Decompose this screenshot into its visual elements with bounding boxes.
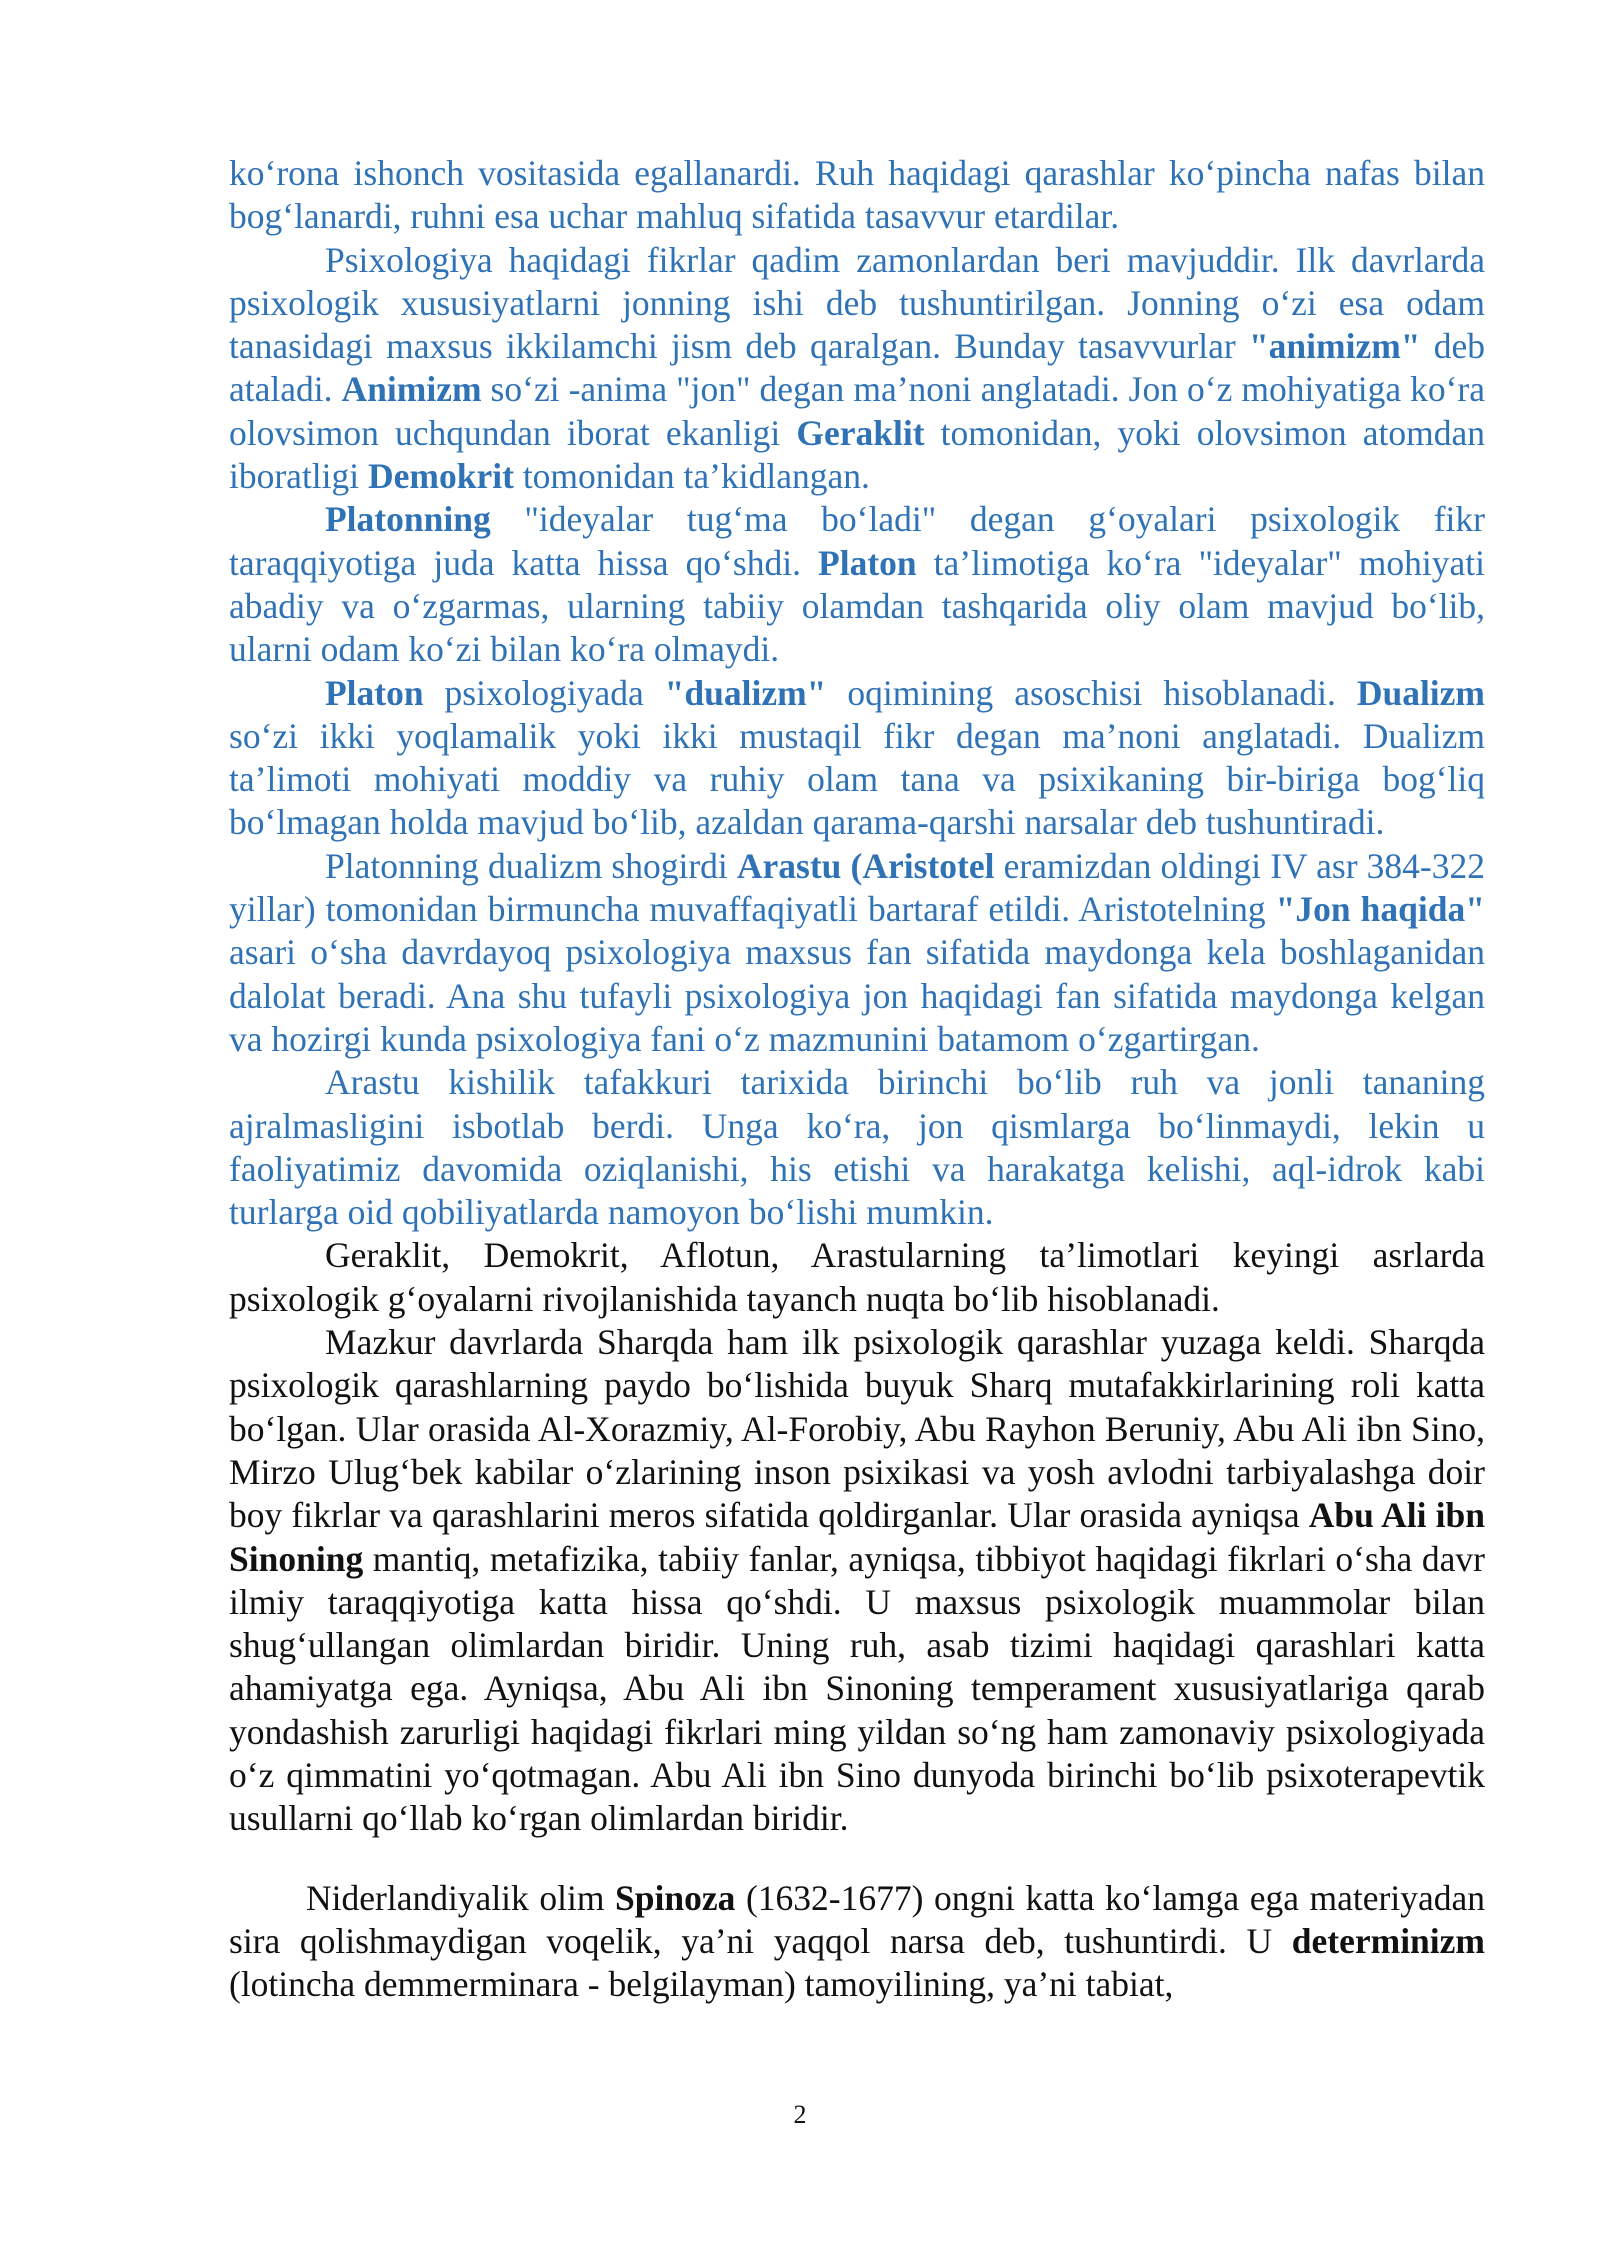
paragraph xyxy=(229,845,1485,1061)
paragraph xyxy=(229,1877,1485,2007)
paragraph-text: tomonidan ta’kidlangan. xyxy=(513,456,870,497)
bold-term: "Jon haqida" xyxy=(1275,889,1485,930)
paragraph-text: Niderlandiyalik olim xyxy=(306,1877,616,1918)
bold-term: determinizm xyxy=(1291,1920,1485,1961)
bold-term: Animizm xyxy=(341,369,482,410)
paragraph xyxy=(229,1234,1485,1321)
paragraph-text: Platonning dualizm shogirdi xyxy=(325,845,737,886)
paragraph-text: mantiq, metafizika, tabiiy fanlar, ayniqsa, tibbiyot haqidagi fikrlari o‘sha davr ilmiy taraqqiyotiga katta hissa qo‘shdi. U maxsus psixologik muammolar bilan shug‘ullangan olimlardan biridir. Uning ruh, asab tizimi haqidagi qarashlari katta ahamiyatga ega. Ayniqsa, Abu Ali ibn Sinoning temperament xususiyatlariga qarab yondashish zarurligi haqidagi fikrlari ming yildan so‘ng ham zamonaviy psixologiyada o‘z qimmatini yo‘qotmagan. Abu Ali ibn Sino dunyoda birinchi bo‘lib psixoterapevtik usullarni qo‘llab ko‘rgan olimlardan biridir. xyxy=(229,1538,1485,1839)
paragraph xyxy=(229,1321,1485,1841)
paragraph xyxy=(229,1061,1485,1234)
paragraph-text: Arastu kishilik tafakkuri tarixida birinchi bo‘lib ruh va jonli tananing ajralmasligini isbotlab berdi. Unga ko‘ra, jon qismlarga bo‘linmaydi, lekin u faoliyatimiz davomida oziqlanishi, his etishi va harakatga kelishi, aql-idrok kabi turlarga oid qobiliyatlarda namoyon bo‘lishi mumkin. xyxy=(229,1062,1485,1233)
bold-term: Dualizm xyxy=(1356,672,1485,713)
page-number: 2 xyxy=(793,2100,807,2129)
bold-term: Platonning xyxy=(325,499,491,540)
paragraph xyxy=(229,152,1485,239)
bold-term: Demokrit xyxy=(368,456,514,497)
paragraph-text: Mazkur davrlarda Sharqda ham ilk psixologik qarashlar yuzaga keldi. Sharqda psixologik qarashlarning paydo bo‘lishida buyuk Sharq mutafakkirlarining roli katta bo‘lgan. Ular orasida Al-Xorazmiy, Al-Forobiy, Abu Rayhon Beruniy, Abu Ali ibn Sino, Mirzo Ulug‘bek kabilar o‘zlarining inson psixikasi va yosh avlodni tarbiyalashga doir boy fikrlar va qarashlarini meros sifatida qoldirganlar. Ular orasida ayniqsa xyxy=(229,1322,1485,1536)
bold-term: Platon xyxy=(818,542,917,583)
bold-term: Spinoza xyxy=(615,1877,736,1918)
bold-term: Arastu (Aristotel xyxy=(736,845,995,886)
paragraph-text: Psixologiya haqidagi fikrlar qadim zamonlardan beri mavjuddir. Ilk davrlarda psixologik xususiyatlarni jonning ishi deb tushuntirilgan. Jonning o‘zi esa odam tanasidagi maxsus ikkilamchi jism deb qaralgan. Bunday tasavvurlar xyxy=(229,239,1485,367)
paragraph-text: ko‘rona ishonch vositasida egallanardi. Ruh haqidagi qarashlar ko‘pincha nafas bilan bog‘lanardi, ruhni esa uchar mahluq sifatida tasavvur etardilar. xyxy=(229,153,1485,237)
bold-term: "dualizm" xyxy=(664,672,827,713)
paragraph-text: "ideyalar tug‘ma bo‘ladi" degan g‘oyalari psixologik fikr taraqqiyotiga juda katta hissa qo‘shdi. xyxy=(229,499,1485,583)
paragraph-text: so‘zi ikki yoqlamalik yoki ikki mustaqil fikr degan ma’noni anglatadi. Dualizm ta’limoti mohiyati moddiy va ruhiy olam tana va psixikaning bir-biriga bog‘liq bo‘lmagan holda mavjud bo‘lib, azaldan qarama-qarshi narsalar deb tushuntiradi. xyxy=(229,715,1485,843)
bold-term: "animizm" xyxy=(1248,326,1421,367)
paragraph xyxy=(229,498,1485,671)
paragraph xyxy=(229,239,1485,499)
paragraph-text: ta’limotiga ko‘ra "ideyalar" mohiyati abadiy va o‘zgarmas, ularning tabiiy olamdan tashqarida oliy olam mavjud bo‘lib, ularni odam ko‘zi bilan ko‘ra olmaydi. xyxy=(229,542,1485,670)
bold-term: Abu Ali ibn Sinoning xyxy=(229,1495,1485,1579)
paragraph-text: so‘zi -anima "jon" degan ma’noni anglatadi. Jon o‘z mohiyatiga ko‘ra olovsimon uchqundan iborat ekanligi xyxy=(229,369,1485,453)
paragraph-text: tomonidan, yoki olovsimon atomdan iboratligi xyxy=(229,412,1486,497)
paragraph-text: (1632-1677) ongni katta ko‘lamga ega materiyadan sira qolishmaydigan voqelik, ya’ni yaqqol narsa deb, tushuntirdi. U xyxy=(229,1877,1485,1961)
paragraph-text: (lotincha demmerminara - belgilayman) tamoyilining, ya’ni tabiat, xyxy=(229,1964,1174,2005)
paragraph-text: psixologiyada xyxy=(423,672,665,713)
paragraph-text: deb ataladi. xyxy=(229,326,1485,410)
paragraph-text: asari o‘sha davrdayoq psixologiya maxsus fan sifatida maydonga kela boshlaganidan dalolat beradi. Ana shu tufayli psixologiya jon haqidagi fan sifatida maydonga kelgan va hozirgi kunda psixologiya fani o‘z mazmunini batamom o‘zgartirgan. xyxy=(229,932,1485,1059)
bold-term: Platon xyxy=(325,672,424,713)
paragraph-text: eramizdan oldingi IV asr 384-322 yillar) tomonidan birmuncha muvaffaqiyatli bartaraf etildi. Aristotelning xyxy=(229,845,1485,930)
bold-term: Geraklit xyxy=(796,412,925,453)
document-body xyxy=(229,152,1485,2006)
paragraph-text: oqimining asoschisi hisoblanadi. xyxy=(826,672,1357,713)
paragraph-text: Geraklit, Demokrit, Aflotun, Arastularning ta’limotlari keyingi asrlarda psixologik g‘oyalarni rivojlanishida tayanch nuqta bo‘lib hisoblanadi. xyxy=(229,1235,1485,1319)
paragraph xyxy=(229,672,1485,845)
